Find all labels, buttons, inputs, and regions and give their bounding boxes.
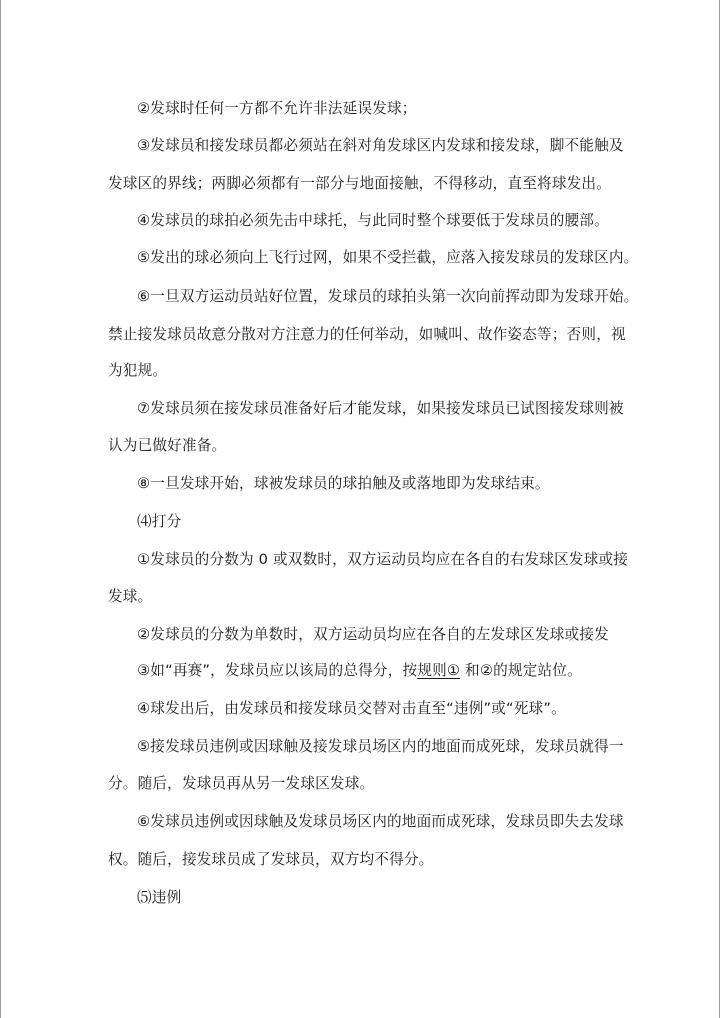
text-line: ④发球员的球拍必须先击中球托，与此同时整个球要低于发球员的腰部。: [137, 212, 609, 229]
text-line: 发球区的界线；两脚必须都有一部分与地面接触，不得移动，直至将球发出。: [108, 175, 611, 192]
text-line: ①发球员的分数为 0 或双数时，双方运动员均应在各自的右发球区发球或接: [137, 551, 629, 568]
text-line: ⑥一旦双方运动员站好位置，发球员的球拍头第一次向前挥动即为发球开始。: [137, 288, 639, 305]
text-line: ⑧一旦发球开始，球被发球员的球拍触及或落地即为发球结束。: [137, 475, 550, 492]
text-line: ⑦发球员须在接发球员准备好后才能发球，如果接发球员已试图接发球则被: [137, 400, 624, 417]
text-line: ⑤接发球员违例或因球触及接发球员场区内的地面而成死球，发球员就得一: [137, 738, 624, 755]
section-heading-faults: ⑸违例: [137, 889, 182, 906]
text-line: ②发球时任何一方都不允许非法延误发球；: [137, 100, 417, 117]
text-line: 为犯规。: [108, 362, 168, 379]
text-line: ④球发出后，由发球员和接发球员交替对击直至“违例”或“死球”。: [137, 700, 566, 717]
text-line: [137, 661, 614, 681]
page-left-border: [0, 0, 1, 1018]
text-segment: ③如“再赛”，发球员应以该局的总得分，按: [137, 662, 418, 679]
text-segment: 和②的规定站位。: [460, 662, 582, 679]
text-line: ⑤发出的球必须向上飞行过网，如果不受拦截，应落入接发球员的发球区内。: [137, 249, 639, 266]
text-line: 权。随后，接发球员成了发球员，双方均不得分。: [108, 851, 434, 868]
text-line: 认为已做好准备。: [108, 437, 227, 454]
text-line: ⑥发球员违例或因球触及发球员场区内的地面而成死球，发球员即失去发球: [137, 813, 624, 830]
text-line: 禁止接发球员故意分散对方注意力的任何举动，如喊叫、故作姿态等；否则，视: [108, 326, 626, 343]
rule-reference-link[interactable]: 规则①: [417, 662, 461, 679]
text-line: 发球。: [108, 588, 153, 605]
text-line: 分。随后，发球员再从另一发球区发球。: [108, 775, 375, 792]
section-heading-scoring: ⑷打分: [137, 513, 182, 530]
text-line: ②发球员的分数为单数时，双方运动员均应在各自的左发球区发球或接发: [137, 626, 609, 643]
text-line: ③发球员和接发球员都必须站在斜对角发球区内发球和接发球，脚不能触及: [137, 137, 624, 154]
